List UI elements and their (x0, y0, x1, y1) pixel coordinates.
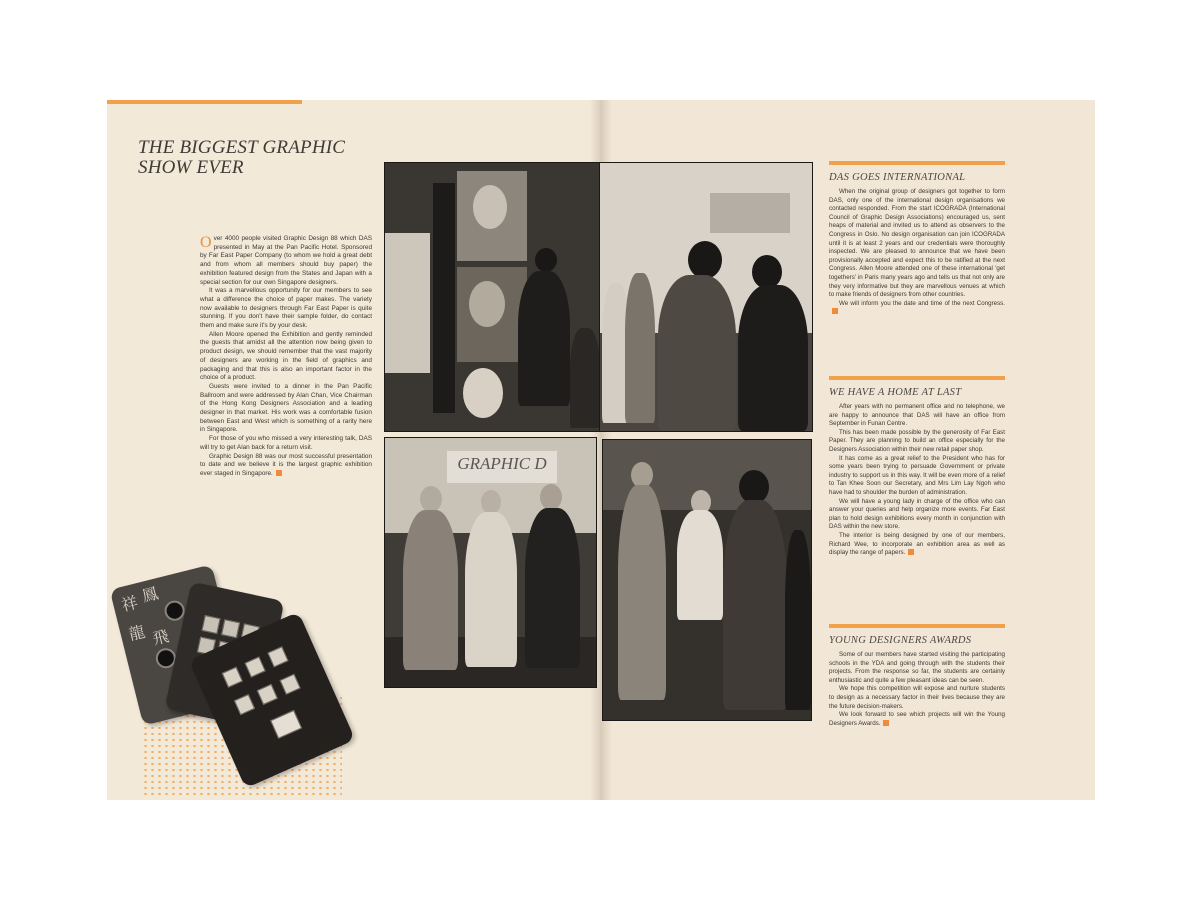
end-mark-icon (276, 470, 282, 476)
section-paragraph (829, 711, 1005, 728)
exhibition-photo-posters (385, 163, 600, 431)
guest-figure (525, 508, 580, 668)
visitor-figure (625, 273, 655, 423)
section-paragraph: Some of our members have started visiting the participating schools in the YDA and going through with the students their projects. From the response so far, the students are certainly enthusiastic and quite a few pleasant ideas can be seen. (829, 651, 1005, 684)
section-rule (829, 161, 1005, 165)
guest-figure (618, 485, 666, 700)
main-title-line-1: THE BIGGEST GRAPHIC (138, 137, 346, 158)
section-paragraph (829, 300, 1005, 317)
section-paragraph: After years with no permanent office and no telephone, we are happy to announce that DAS will have an office from September in Funan Centre. (829, 403, 1005, 428)
dial-icon (165, 601, 184, 620)
section-heading: DAS GOES INTERNATIONAL (829, 172, 966, 183)
section-text: The interior is being designed by one of our members, Richard Wee, to incorporate an exhibition area as well as display the range of papers. (829, 531, 1005, 557)
section-paragraph: We will have a young lady in charge of the office who can answer your queries and help organize more events. Far East plan to hold design exhibitions every month in conjunction with DAS within the new store. (829, 497, 1005, 531)
guest-figure (785, 530, 811, 710)
article-paragraph (200, 453, 372, 479)
calligraphy-glyph: 飛 (150, 626, 171, 649)
sample-tile (270, 710, 302, 739)
guest-head (739, 470, 769, 504)
display-wall (385, 233, 430, 373)
visitor-figure (658, 275, 736, 431)
end-mark-icon (883, 720, 889, 726)
section-paragraph (829, 532, 1005, 558)
sample-tile (267, 646, 288, 667)
article-text: Graphic Design 88 was our most successful presentation to date and we believe it is the largest graphic exhibition ever staged in Singapore. (200, 452, 372, 477)
sample-tile (202, 615, 221, 634)
sample-tile (221, 619, 240, 638)
sample-tile (280, 674, 301, 695)
sample-tile (245, 656, 266, 677)
section-rule (829, 376, 1005, 380)
article-paragraph: It was a marvellous opportunity for our members to see what a difference the choice of paper makes. The variety now available to designers through Far East Paper is quite stunning. If you don't have their sample folder, do contact them and make sure it's by your desk. (200, 287, 372, 330)
main-title (138, 138, 378, 178)
visitor-figure (570, 328, 600, 428)
visitor-head (752, 255, 782, 289)
section-paragraph: We hope this competition will expose and nurture students to design as a necessary factor in their lives because they are the future decision-makers. (829, 685, 1005, 710)
calligraphy-glyph: 祥 (119, 592, 140, 616)
poster-face (463, 368, 503, 418)
exhibition-photo-reception (603, 440, 811, 720)
guest-figure (723, 500, 787, 710)
visitor-head (535, 248, 557, 272)
sample-tile (222, 667, 243, 688)
guest-head (481, 490, 501, 514)
guest-figure (677, 510, 723, 620)
magazine-spread (107, 100, 1095, 800)
exhibition-sign: GRAPHIC D (447, 451, 557, 483)
section-body (829, 651, 1005, 728)
article-paragraph: Allen Moore opened the Exhibition and gently reminded the guests that amidst all the attention now being given to product design, we should remember that the vast majority of designers are working in the field of graphics and packaging and that this is also an important factor in the choice of a product. (200, 330, 372, 382)
section-text: We look forward to see which projects will win the Young Designers Awards. (829, 711, 1005, 727)
article-paragraph: For those of you who missed a very interesting talk, DAS will try to get Alan back for a return visit. (200, 435, 372, 451)
top-accent-rule (107, 100, 302, 104)
guest-figure (403, 510, 458, 670)
film-strip (433, 183, 455, 413)
end-mark-icon (908, 549, 914, 555)
section-paragraph: When the original group of designers got together to form DAS, only one of the international design organisations we contacted responded. From the start ICOGRADA (International Council of Graphic Design Associations) encouraged us, sent heaps of material and invited us to attend as observers to the Congress in Oslo. No design organisation can join ICOGRADA until it is at least 2 years and our credentials were thoroughly inspected. We are pleased to announce that we have been provisionally accepted and expect this to be ratified at the next Congress. Allen Moore attended one of these international 'get togethers' in Paris many years ago and tells us that not only are they very informative but they are marvellous venues at which to make friends of designers from other countries. (829, 188, 1005, 299)
guest-head (540, 484, 562, 510)
visitor-figure (738, 285, 808, 431)
visitor-figure (518, 271, 570, 406)
poster-face (473, 185, 507, 229)
guest-figure (465, 512, 517, 667)
visitor-head (688, 241, 722, 279)
section-body (829, 403, 1005, 558)
calligraphy-glyph: 龍 (126, 621, 147, 645)
print-samples-illustration (117, 565, 382, 795)
section-paragraph: This has been made possible by the generosity of Far East Paper. They are planning to build an office especially for the Designers Association within their new retail paper shop. (829, 428, 1005, 453)
section-das-goes-international (829, 161, 1005, 317)
section-body (829, 188, 1005, 317)
article-paragraph: Guests were invited to a dinner in the Pan Pacific Ballroom and were addressed by Alan Chan, Vice Chairman of the Hong Kong Designers Association and a leading designer in that market. His work was a comfortable fusion between East and West which is something of a rarity here in Singapore. (200, 382, 372, 434)
poster-face (469, 281, 505, 327)
section-heading: YOUNG DESIGNERS AWARDS (829, 635, 972, 646)
guest-head (420, 486, 442, 512)
section-home-at-last (829, 376, 1005, 558)
main-article (200, 235, 372, 479)
main-title-line-2: SHOW EVER (138, 157, 244, 178)
exhibition-photo-crowd (600, 163, 812, 431)
sample-tile (257, 684, 278, 705)
sample-tile (234, 694, 255, 715)
section-paragraph: It has come as a great relief to the President who has for some years been trying to persuade Government or private industry to support us in this way. It will be even more of a relief to Tan Khee Soon our Secretary, and Mrs Lim Lay Ngoh who have had to shoulder the burden of administration. (829, 454, 1005, 496)
end-mark-icon (832, 308, 838, 314)
section-text: We will inform you the date and time of the next Congress. (839, 299, 1005, 307)
section-heading: WE HAVE A HOME AT LAST (829, 387, 962, 398)
display-board (710, 193, 790, 233)
section-rule (829, 624, 1005, 628)
drop-cap: O (200, 234, 212, 251)
exhibition-photo-guests (385, 438, 596, 687)
calligraphy-glyph: 鳳 (139, 583, 161, 606)
article-text: ver 4000 people visited Graphic Design 88 which DAS presented in May at the Pan Pacific Hotel. Sponsored by Far East Paper Company (to whom we hold a great debt and from whom all members should buy paper) the exhibition featured design from the States and Japan with a special section for our own Singapore designers. (200, 235, 372, 286)
article-paragraph (200, 235, 372, 287)
section-young-designers-awards (829, 624, 1005, 728)
